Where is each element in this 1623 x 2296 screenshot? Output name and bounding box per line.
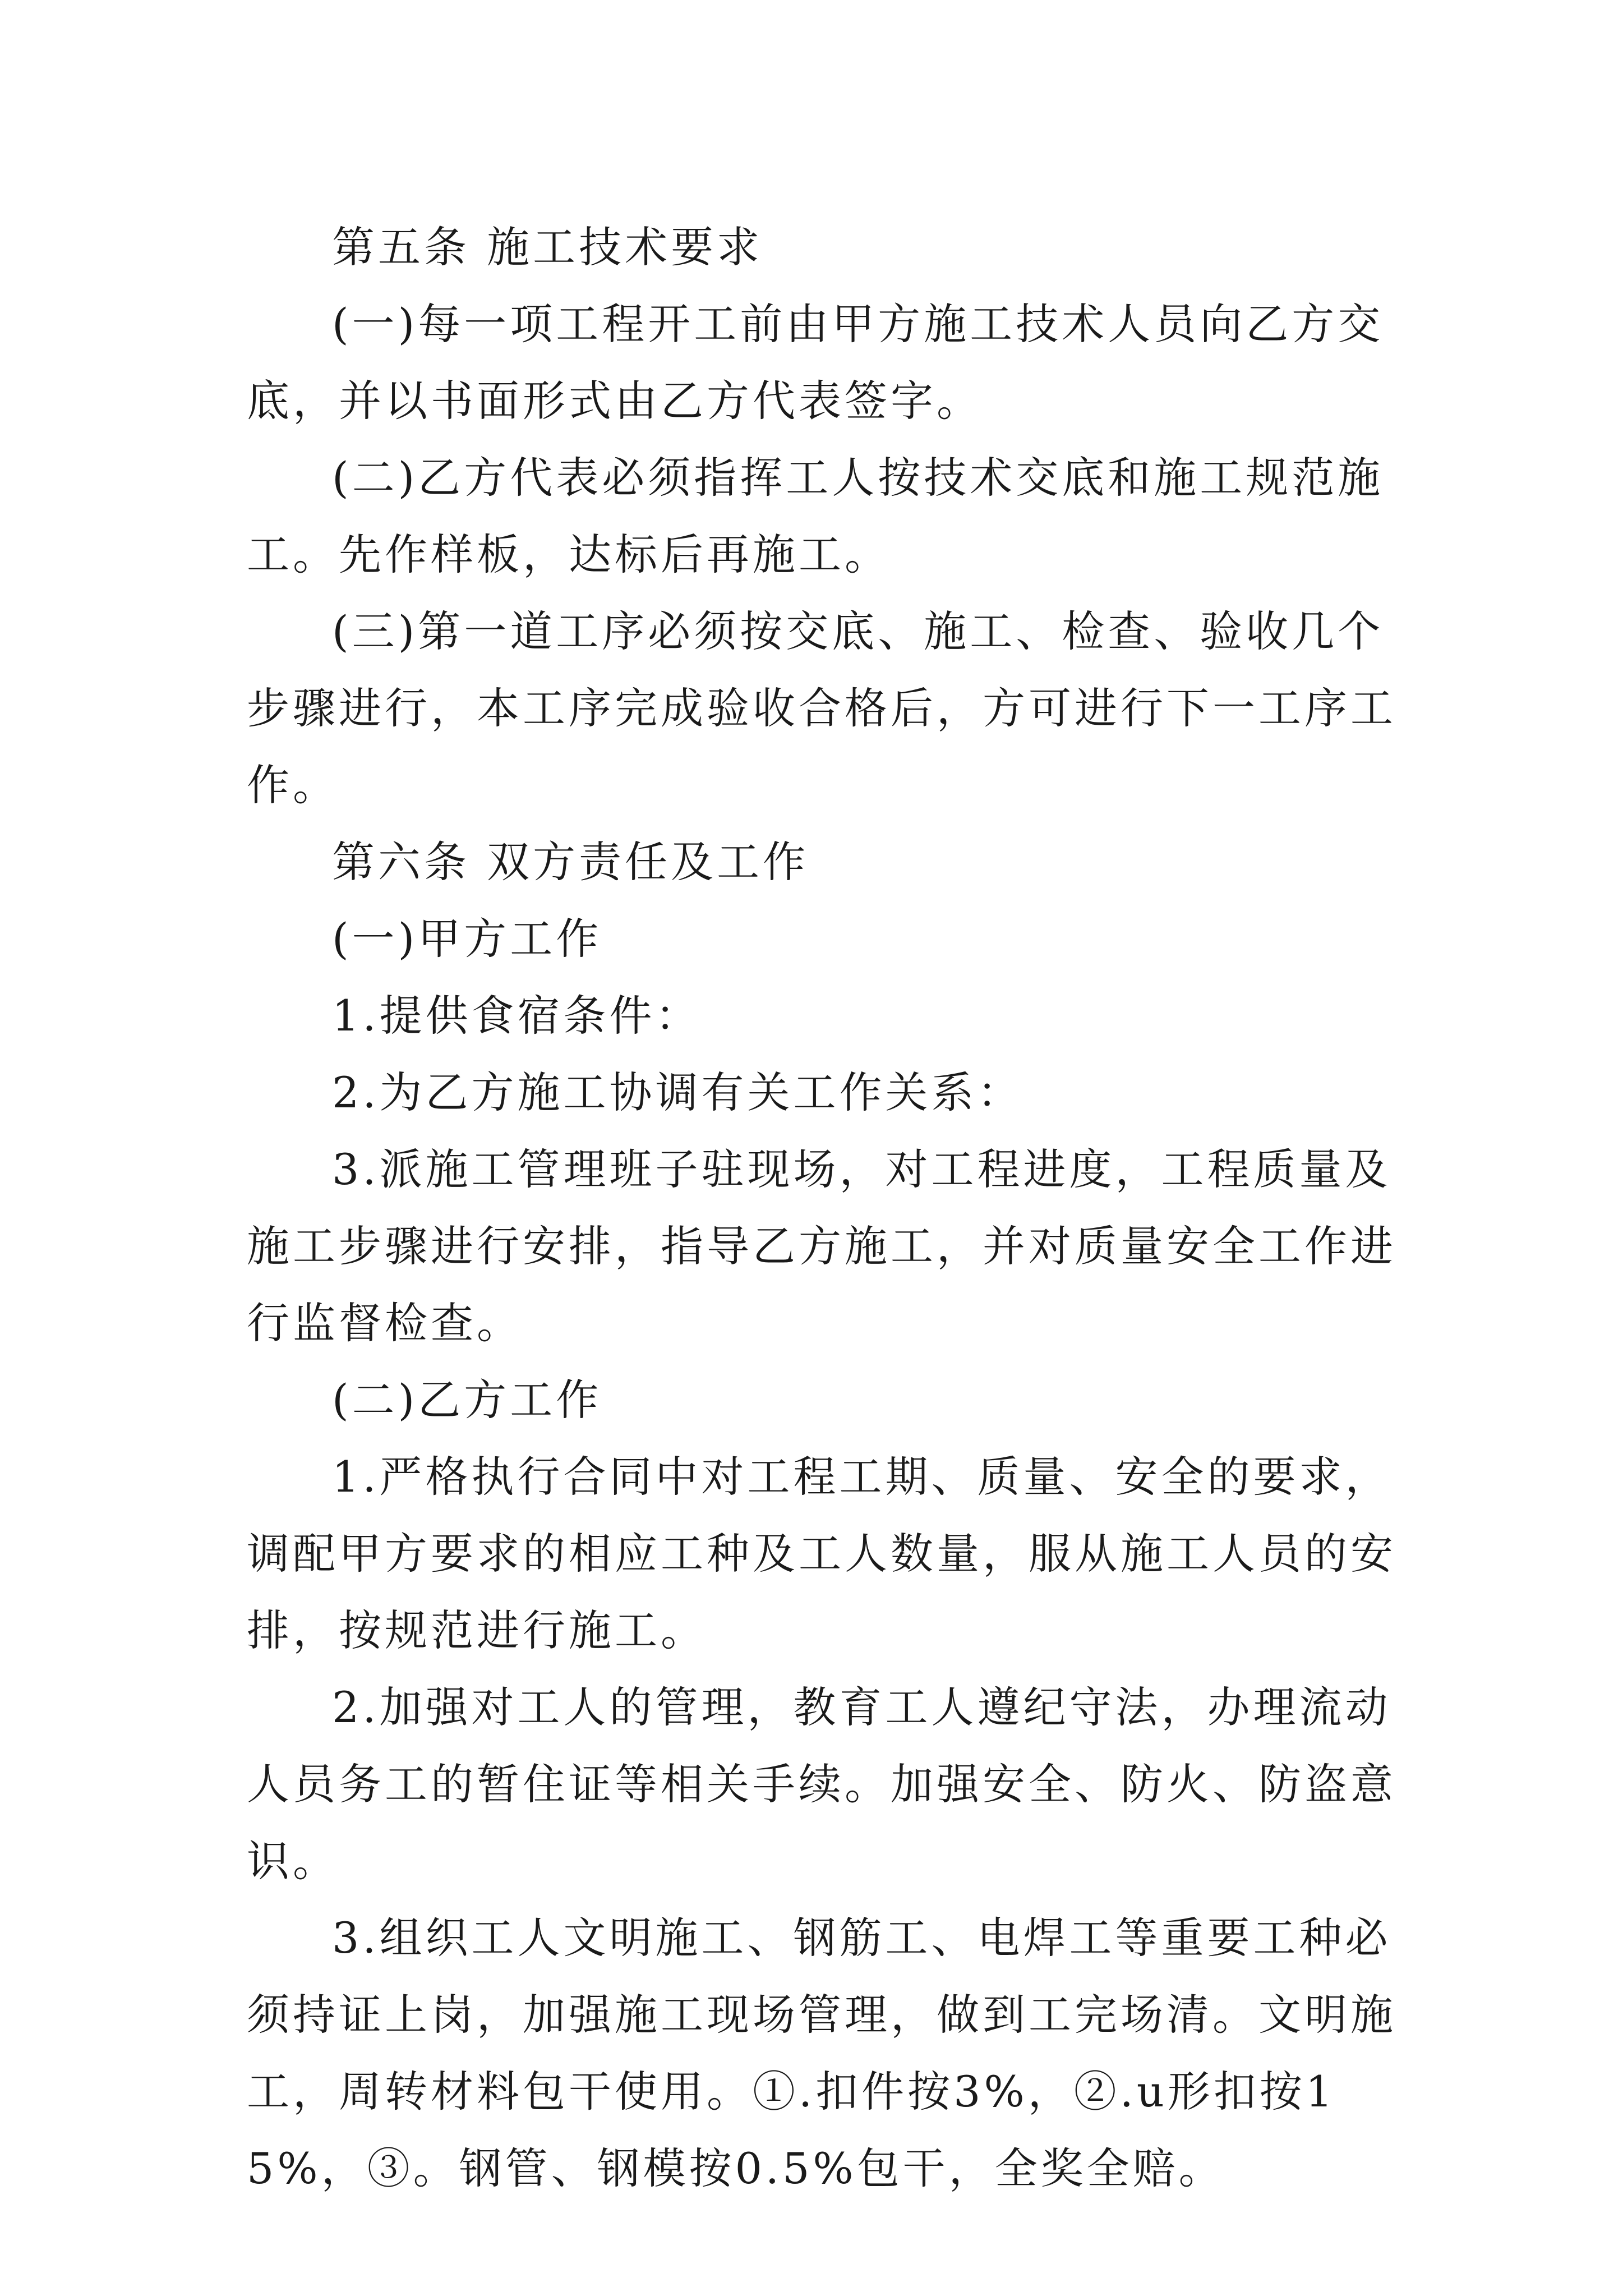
article-5-item-1: (一)每一项工程开工前由甲方施工技术人员向乙方交底，并以书面形式由乙方代表签字。	[247, 299, 1384, 426]
party-a-item-2: 2.为乙方施工协调有关工作关系：	[332, 1068, 1023, 1117]
article-5-heading: 第五条 施工技术要求	[332, 222, 763, 272]
party-a-item-3: 3.派施工管理班子驻现场，对工程进度，工程质量及施工步骤进行安排，指导乙方施工，并对质量安全工作进行监督检查。	[247, 1144, 1396, 1348]
party-b-item-3: 3.组织工人文明施工、钢筋工、电焊工等重要工种必须持证上岗，加强施工现场管理，做到工完场清。文明施工，周转材料包干使用。①.扣件按3%，②.u形扣按15%，③。钢管、钢模按0.5%包干，全奖全赔。	[247, 1913, 1396, 2193]
document-page	[247, 209, 1413, 2207]
party-a-heading: (一)甲方工作	[332, 914, 602, 964]
article-5-item-2: (二)乙方代表必须指挥工人按技术交底和施工规范施工。先作样板，达标后再施工。	[247, 453, 1384, 579]
party-a-item-1: 1.提供食宿条件：	[332, 991, 702, 1041]
party-b-heading: (二)乙方工作	[332, 1375, 602, 1425]
article-5-item-3: (三)第一道工序必须按交底、施工、检查、验收几个步骤进行，本工序完成验收合格后，方可进行下一工序工作。	[247, 606, 1396, 810]
party-b-item-1: 1.严格执行合同中对工程工期、质量、安全的要求，调配甲方要求的相应工种及工人数量，服从施工人员的安排，按规范进行施工。	[247, 1452, 1396, 1655]
party-b-item-2: 2.加强对工人的管理，教育工人遵纪守法，办理流动人员务工的暂住证等相关手续。加强安全、防火、防盗意识。	[247, 1682, 1396, 1886]
article-6-heading: 第六条 双方责任及工作	[332, 837, 809, 887]
